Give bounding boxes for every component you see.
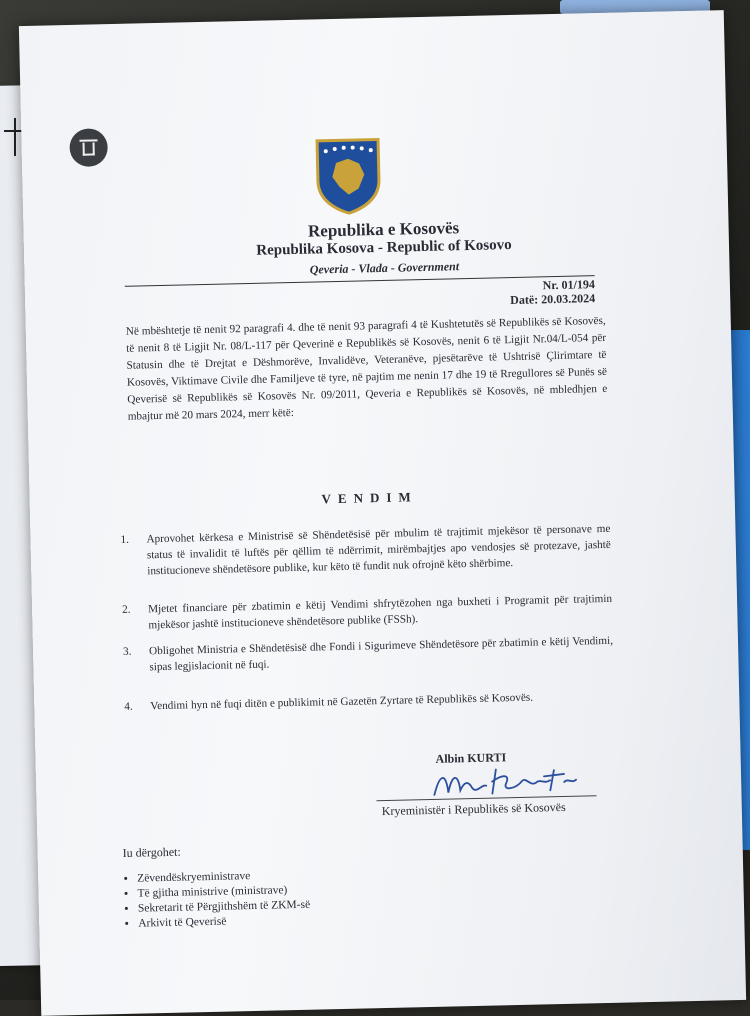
header-title: Republika e Kosovës xyxy=(307,218,460,241)
signatory-role: Kryeministër i Republikës së Kosovës xyxy=(381,799,566,819)
item-number: 4. xyxy=(124,700,133,713)
item-text: Obligohet Ministria e Shëndetësisë dhe Fondi i Sigurimeve Shëndetësore për zbatimin e këtij Vendimi, sipas legjislacionit në fuqi. xyxy=(148,634,614,674)
signatory-name: Albin KURTI xyxy=(435,750,507,766)
delete-button[interactable] xyxy=(69,128,108,167)
reference-date: Datë: 20.03.2024 xyxy=(510,291,596,308)
list-item: • Zëvendëskryeministrave xyxy=(137,868,310,887)
decision-title: VENDIM xyxy=(321,489,418,507)
item-text: Mjetet financiare për zbatimin e këtij Vendimi shfrytëzohen nga buxheti i Programit për trajtimin mjekësor jashtë institucioneve shëndetësore publike (FSSh). xyxy=(147,592,613,632)
decision-item xyxy=(124,688,614,715)
cross-mark xyxy=(14,118,16,156)
distribution-list xyxy=(123,868,311,932)
distribution-title: Iu dërgohet: xyxy=(122,844,181,860)
header-government: Qeveria - Vlada - Government xyxy=(309,259,460,277)
list-item: • Sekretarit të Përgjithshëm të ZKM-së xyxy=(138,898,311,917)
preamble-paragraph: Në mbështetje të nenit 92 paragrafi 4. dhe të nenit 93 paragrafi 4 të Kushtetutës së Republikës së Kosovës, të nenit 8 të Ligjit Nr. 08/L-117 për Qeverinë e Republikës së Kosovës, nenit 6 të Ligjit Nr.04/L-054 për Statusin dhe të Drejtat e Dëshmorëve, Invalidëve, Veteranëve, pjesëtarëve të Ushtrisë Çlirimtare të Kosovës, Viktimave Civile dhe Familjeve të tyre, në pajtim me nenin 17 dhe 19 të Rregullores së Punës së Qeverisë së Republikës së Kosovës Nr. 09/2011, Qeveria e Republikës së Kosovës, në mbledhjen e mbajtur më 20 mars 2024, merr këtë: xyxy=(125,314,608,423)
trash-icon xyxy=(81,139,95,155)
reference-number: Nr. 01/194 xyxy=(542,277,596,293)
item-number: 1. xyxy=(120,533,130,546)
list-item: • Të gjitha ministrive (ministrave) xyxy=(137,883,310,902)
decision-item xyxy=(120,521,611,580)
document-page xyxy=(19,10,746,1016)
item-number: 2. xyxy=(121,603,131,616)
header-subtitle: Republika Kosova - Republic of Kosovo xyxy=(256,237,512,259)
decision-item xyxy=(123,633,614,676)
item-text: Aprovohet kërkesa e Ministrisë së Shëndetësisë për mbulim të trajtimit mjekësor të personave me status të invalidit të luftës për qëllim të ndërrimit, mirëmbajtjes apo vendosjes së protezave, jashtë institucioneve shëndetësore publike, kur këto të fundit nuk ofrojnë këto shërbime. xyxy=(146,522,611,578)
item-number: 3. xyxy=(122,645,132,658)
list-item: • Arkivit të Qeverisë xyxy=(138,913,311,932)
item-text: Vendimi hyn në fuqi ditën e publikimit në Gazetën Zyrtare të Republikës së Kosovës. xyxy=(150,691,534,713)
decision-item xyxy=(122,591,613,634)
coat-of-arms-emblem xyxy=(311,136,385,218)
